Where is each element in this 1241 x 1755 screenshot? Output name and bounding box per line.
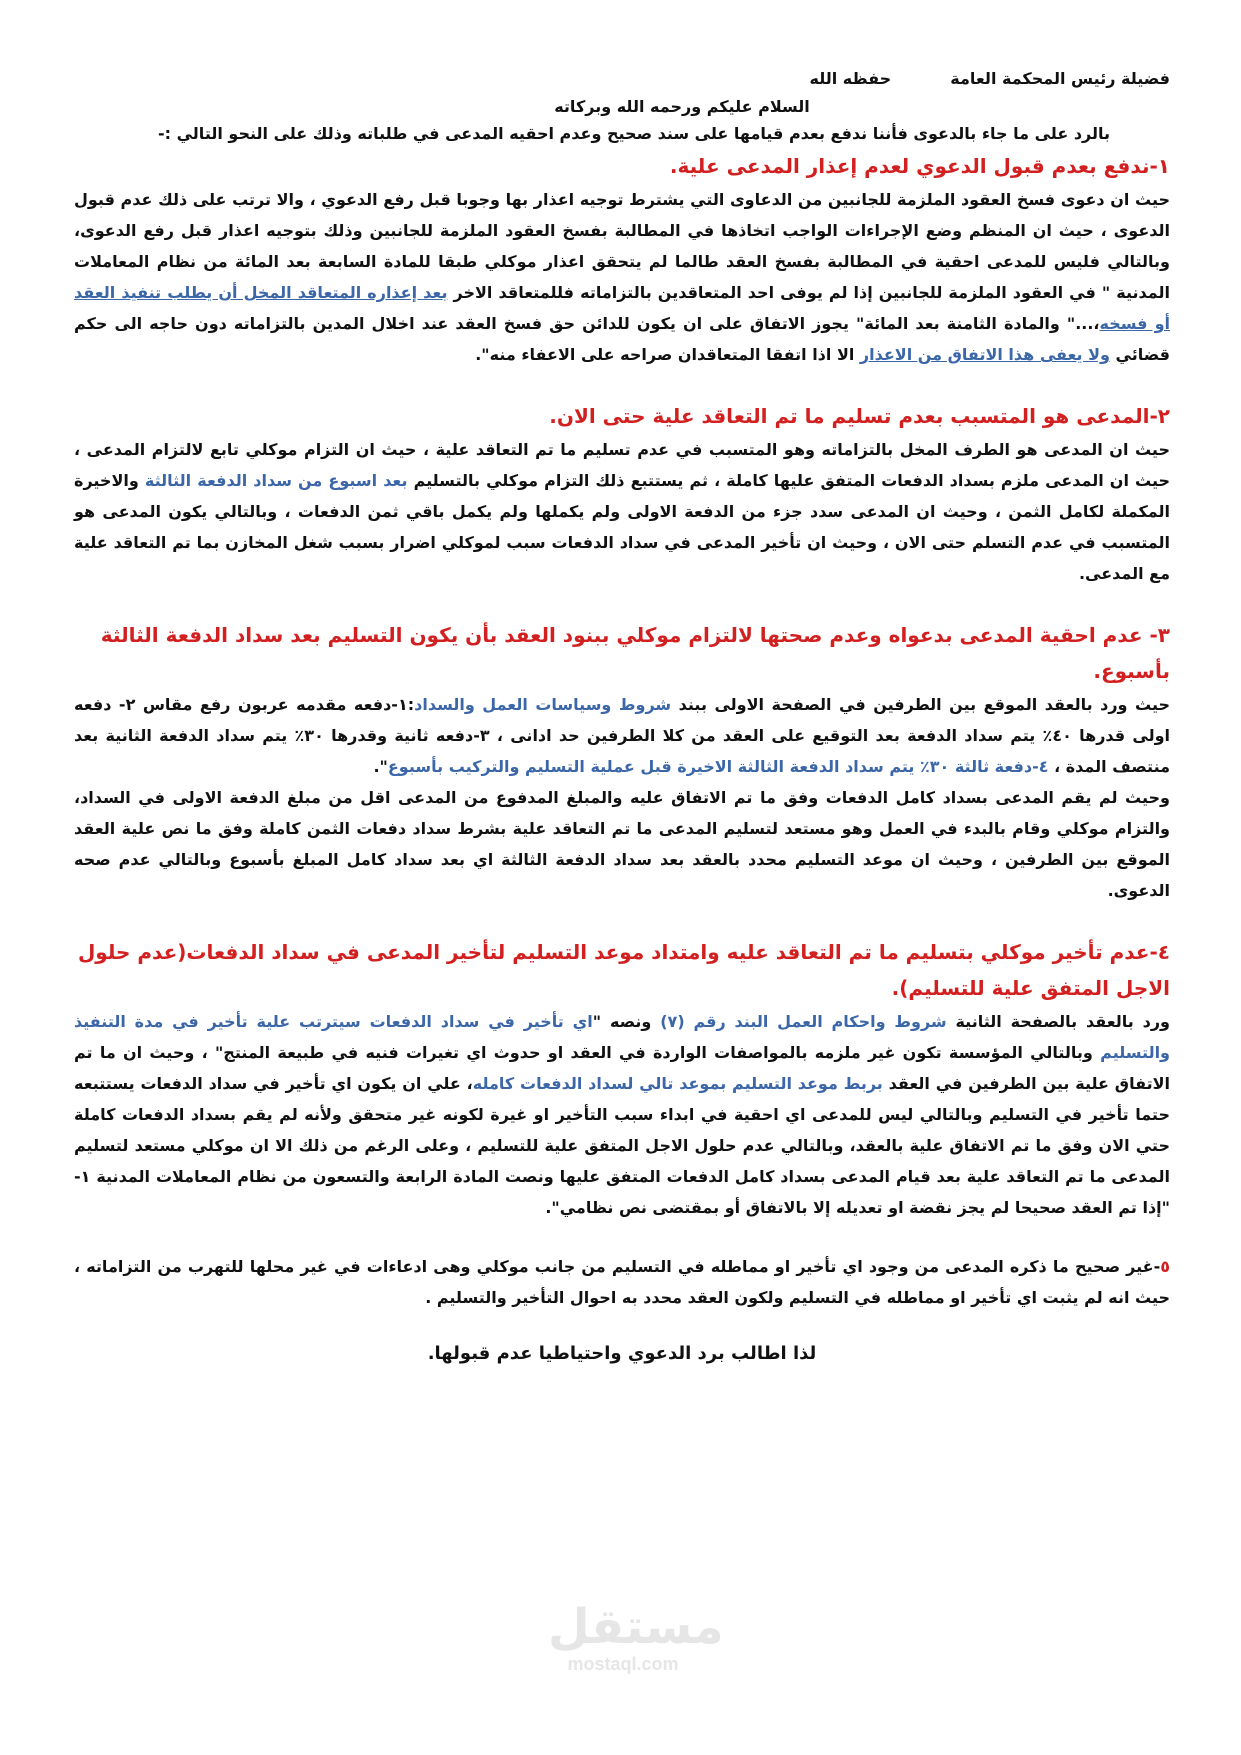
section-2-heading: ٢-المدعى هو المتسبب بعدم تسليم ما تم التعاقد علية حتى الان.	[549, 404, 1170, 428]
section-2	[74, 398, 1170, 589]
section-3-clause-title: شروط وسياسات العمل والسداد	[414, 695, 672, 714]
section-4-heading: ٤-عدم تأخير موكلي بتسليم ما تم التعاقد عليه وامتداد موعد التسليم لتأخير المدعى في سداد الدفعات(عدم حلول الاجل المتفق علية للتسليم).	[77, 940, 1170, 1000]
section-5	[74, 1251, 1170, 1313]
salutation-line	[74, 64, 1170, 94]
section-2-text-a: حيث ان المدعى هو الطرف المخل بالتزاماته وهو المتسبب في عدم تسليم ما تم التعاقد علية ، حيث ان التزام موكلي تابع لالتزام المدعى ، حيث ان المدعى ملزم بسداد الدفعات المتفق عليها كاملة ، ثم يستتبع ذلك التزام موكلي بالتسليم	[74, 440, 1171, 490]
section-1-exemption-quote: ولا يعفى هذا الاتفاق من الاعذار	[859, 345, 1110, 364]
section-5-number: ٥	[1160, 1257, 1170, 1276]
section-3-text-c: ".	[373, 757, 388, 776]
section-2-highlight: بعد اسبوع من سداد الدفعة الثالثة	[144, 471, 408, 490]
addressee: فضيلة رئيس المحكمة العامة	[950, 69, 1170, 88]
section-5-text: -غير صحيح ما ذكره المدعى من وجود اي تأخير او مماطله في التسليم من جانب موكلي وهى ادعاءات في غير محلها للتهرب من التزاماته ، حيث انه لم يثبت اي تأخير او مماطله في التسليم ولكون العقد محدد به احوال التأخير والتسليم .	[74, 1257, 1170, 1307]
section-2-body	[74, 434, 1170, 589]
section-1	[74, 148, 1170, 370]
section-4-delivery-link: بربط موعد التسليم بموعد تالي لسداد الدفعات كامله	[472, 1074, 883, 1093]
section-1-text-b: ،..." والمادة الثامنة بعد المائة" يجوز الاتفاق على ان يكون للدائن حق فسخ العقد عند اخلال المدين بالتزاماته دون حاجه الى حكم قضائي	[74, 314, 1170, 364]
watermark-latin: mostaql.com	[567, 1654, 679, 1674]
section-4-text-d: ، علي ان يكون اي تأخير في سداد الدفعات يستتبعه حتما تأخير في التسليم وبالتالي ليس للمدعى اي احقية في ابداء سبب التأخير او غيرة لكونه غير متحقق ولأنه لم يقم بسداد الدفعات كاملة حتي الان وفق ما تم الاتفاق علية بالعقد، وبالتالي عدم حلول الاجل المتفق علية للتسليم ، وعلى الرغم من ذلك الا ان موكلي مستعد لتسليم المدعى ما تم التعاقد علية بعد قيام المدعى بسداد كامل الدفعات المتفق عليها ونصت المادة الرابعة والتسعون من نظام المعاملات المدنية ١-"إذا تم العقد صحيحا لم يجز نقضة او تعديله إلا بالاتفاق أو بمقتضى نص نظامي".	[74, 1074, 1170, 1217]
section-3-text-a: حيث ورد بالعقد الموقع بين الطرفين في الصفحة الاولى ببند	[671, 695, 1171, 714]
section-2-text-b: والاخيرة المكملة لكامل الثمن ، وحيث ان المدعى سدد جزء من الدفعة الاولى ولم يكملها ولم يكمل باقي ثمن الدفعات ، وبالتالي يكون المدعى هو المتسبب في عدم التسلم حتى الان ، وحيث ان تأخير المدعى في سداد الدفعات سبب لموكلي اضرار بسبب شغل المخازن بما تم التعاقد علية مع المدعى.	[74, 471, 1170, 583]
section-3-heading: ٣- عدم احقية المدعى بدعواه وعدم صحتها لالتزام موكلي ببنود العقد بأن يكون التسليم بعد سداد الدفعة الثالثة بأسبوع.	[100, 623, 1170, 683]
section-4-text-b: ونصه "	[592, 1012, 661, 1031]
section-1-text-c: الا اذا اتفقا المتعاقدان صراحه على الاعفاء منه".	[475, 345, 860, 364]
section-4-quote: اي تأخير في سداد الدفعات سيترتب علية تأخير في مدة التنفيذ والتسليم	[74, 1012, 1170, 1062]
intro-line: بالرد على ما جاء بالدعوى فأننا ندفع بعدم قيامها على سند صحيح وعدم احقيه المدعى في طلباته وذلك على النحو التالي :-	[158, 124, 1110, 143]
section-3-third-payment: ٤-دفعة ثالثة ٣٠٪ يتم سداد الدفعة الثالثة الاخيرة قبل عملية التسليم والتركيب بأسبوع	[387, 757, 1049, 776]
blessing: حفظه الله	[809, 69, 892, 88]
closing-request: لذا اطالب برد الدعوي واحتياطيا عدم قبولها.	[427, 1343, 817, 1364]
section-4	[74, 934, 1170, 1223]
section-4-body	[74, 1006, 1170, 1223]
section-5-body	[74, 1251, 1170, 1313]
section-1-body	[74, 184, 1170, 370]
greeting: السلام عليكم ورحمه الله وبركاته	[554, 97, 810, 116]
section-1-article-quote: بعد إعذاره المتعاقد المخل أن يطلب تنفيذ العقد أو فسخه	[74, 283, 1171, 333]
section-4-text-c: وبالتالي المؤسسة تكون غير ملزمه بالمواصفات الواردة في العقد او حدوث اي تغيرات فنيه في طبيعة المنتج" ، وحيث ان ما تم الاتفاق علية بين الطرفين في العقد	[74, 1043, 1171, 1093]
watermark-arabic: مستقل	[548, 1599, 724, 1655]
watermark-logo	[548, 1599, 724, 1674]
section-4-clause-title: شروط واحكام العمل البند رقم (٧)	[660, 1012, 947, 1031]
section-1-text-a: حيث ان دعوى فسخ العقود الملزمة للجانبين من الدعاوى التي يشترط توجيه اعذار بها وجوبا قبل رفع الدعوي ، والا ترتب على ذلك عدم قبول الدعوى ، حيث ان المنظم وضع الإجراءات الواجب اتخاذها في المطالبة بفسخ العقود الملزمة للجانبين وذلك بتوجيه اعذار قبل رفع الدعوى، وبالتالي فليس للمدعى احقية في المطالبة بفسخ العقد طالما لم يتحقق اعذار موكلي طبقا للمادة السابعة بعد المائة من نظام المعاملات المدنية " في العقود الملزمة للجانبين إذا لم يوفى احد المتعاقدين بالتزاماته فللمتعاقد الاخر	[74, 190, 1170, 302]
section-4-text-a: ورد بالعقد بالصفحة الثانية	[946, 1012, 1170, 1031]
section-1-heading: ١-ندفع بعدم قبول الدعوي لعدم إعذار المدعى علية.	[669, 154, 1170, 178]
section-3-text-b: :١-دفعه مقدمه عربون رفع مقاس ٢- دفعه اولى قدرها ٤٠٪ يتم سداد الدفعة بعد التوقيع على العقد من كلا الطرفين حد ادانى ، ٣-دفعه ثانية وقدرها ٣٠٪ يتم سداد الدفعة الثانية بعد منتصف المدة ،	[74, 695, 1171, 776]
section-3-body-2: وحيث لم يقم المدعى بسداد كامل الدفعات وفق ما تم الاتفاق عليه والمبلغ المدفوع من المدعى اقل من مبلغ الدفعة الاولى في السداد، والتزام موكلي وقام بالبدء في العمل وهو مستعد لتسليم المدعى ما تم التعاقد علية بشرط سداد دفعات الثمن كاملة وفق ما نص علية العقد الموقع بين الطرفين ، وحيث ان موعد التسليم محدد بالعقد بعد سداد الدفعة الثالثة اي بعد سداد كامل المبلغ بأسبوع وبالتالي عدم صحه الدعوى.	[74, 788, 1170, 900]
section-3	[74, 617, 1170, 906]
letter-page	[74, 64, 1170, 1364]
section-3-body	[74, 689, 1170, 782]
